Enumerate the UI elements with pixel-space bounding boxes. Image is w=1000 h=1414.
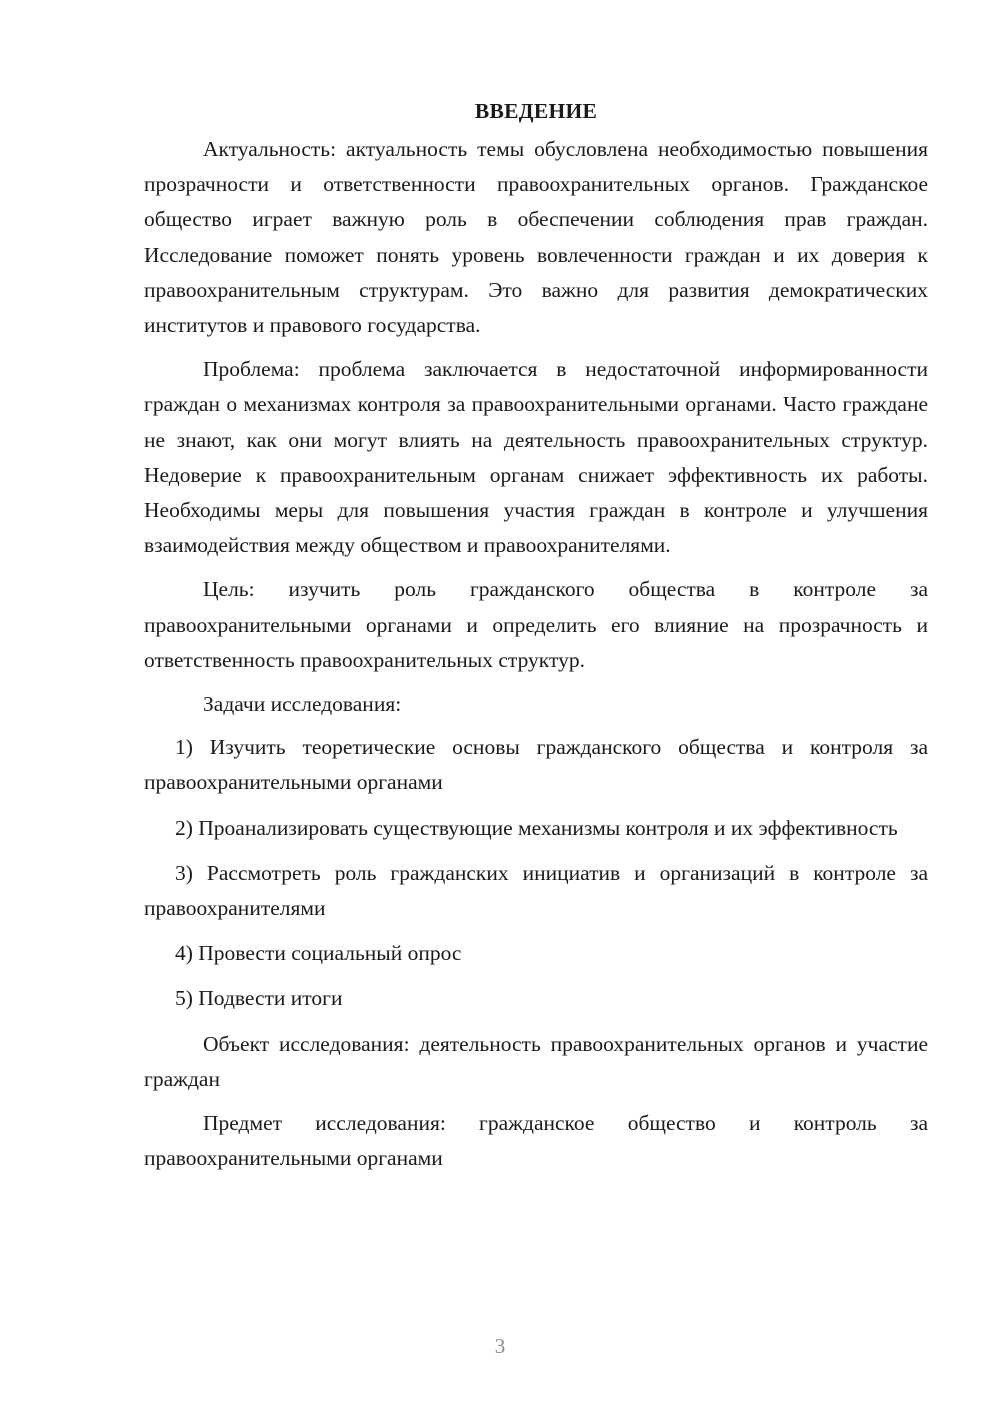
page-title: ВВЕДЕНИЕ <box>474 99 598 123</box>
task-item-1: 1) Изучить теоретические основы гражданского общества и контроля за правоохранительными органами <box>144 735 928 795</box>
page-number: 3 <box>494 1334 506 1358</box>
goal-paragraph: Цель: изучить роль гражданского общества в контроле за правоохранительными органами и определить его влияние на прозрачность и ответственность правоохранительных структур. <box>144 577 928 672</box>
problem-paragraph: Проблема: проблема заключается в недостаточной информированности граждан о механизмах контроля за правоохранительными органами. Часто граждане не знают, как они могут влиять на деятельность правоохранительных структур. Недоверие к правоохранительным органам снижает эффективность их работы. Необходимы меры для повышения участия граждан в контроле и улучшения взаимодействия между обществом и правоохранителями. <box>144 357 928 558</box>
tasks-heading: Задачи исследования: <box>203 692 402 717</box>
object-paragraph: Объект исследования: деятельность правоохранительных органов и участие граждан <box>144 1031 928 1091</box>
subject-paragraph: Предмет исследования: гражданское общество и контроль за правоохранительными органами <box>144 1111 928 1171</box>
task-item-4: 4) Провести социальный опрос <box>175 941 462 966</box>
relevance-paragraph: Актуальность: актуальность темы обусловлена необходимостью повышения прозрачности и ответственности правоохранительных органов. Гражданское общество играет важную роль в обеспечении соблюдения прав граждан. Исследование поможет понять уровень вовлеченности граждан и их доверия к правоохранительным структурам. Это важно для развития демократических институтов и правового государства. <box>144 137 928 338</box>
task-item-5: 5) Подвести итоги <box>175 986 343 1011</box>
task-item-2: 2) Проанализировать существующие механизмы контроля и их эффективность <box>175 815 898 840</box>
task-item-3: 3) Рассмотреть роль гражданских инициатив и организаций в контроле за правоохранителями <box>144 860 928 921</box>
page-content <box>144 96 928 1176</box>
